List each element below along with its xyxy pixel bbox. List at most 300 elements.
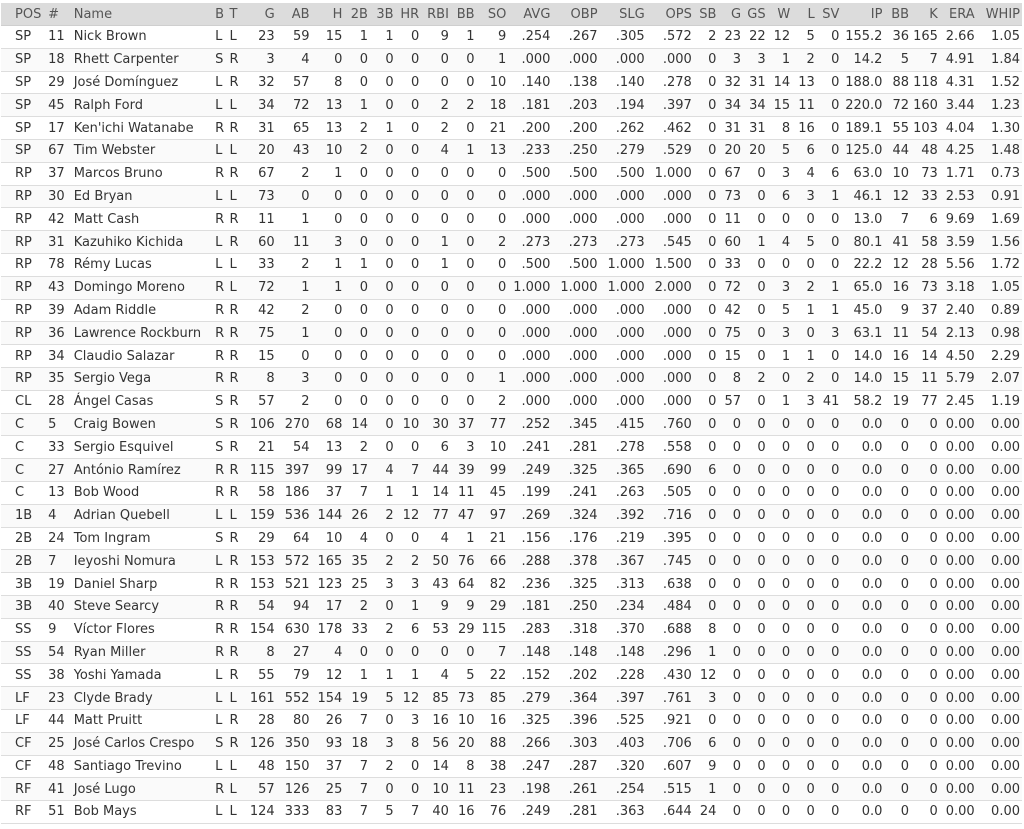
column-header[interactable]: 2B bbox=[344, 3, 370, 26]
stat-cell: RP bbox=[1, 345, 46, 368]
stat-cell: 0 bbox=[370, 367, 396, 390]
column-header[interactable]: OBP bbox=[552, 3, 599, 26]
player-name-cell[interactable]: Ryan Miller bbox=[72, 641, 213, 664]
stat-cell: 29 bbox=[477, 595, 509, 618]
column-header[interactable]: BB bbox=[451, 3, 477, 26]
stat-cell: 43 bbox=[421, 573, 451, 596]
stat-cell: 0 bbox=[743, 459, 768, 482]
stat-cell: .250 bbox=[552, 595, 599, 618]
stat-cell: 0.98 bbox=[977, 322, 1022, 345]
stat-cell: 60 bbox=[718, 231, 743, 254]
stat-cell: 0.00 bbox=[977, 573, 1022, 596]
stat-cell: 0 bbox=[718, 527, 743, 550]
table-row[interactable] bbox=[1, 367, 1022, 390]
stat-cell: 13 bbox=[312, 117, 345, 140]
column-header[interactable]: 3B bbox=[370, 3, 396, 26]
column-header[interactable]: OPS bbox=[647, 3, 694, 26]
table-row[interactable] bbox=[1, 345, 1022, 368]
stat-cell: .000 bbox=[600, 345, 647, 368]
stat-cell: 5 bbox=[370, 801, 396, 824]
stat-cell: 7 bbox=[344, 709, 370, 732]
table-row[interactable] bbox=[1, 185, 1022, 208]
stat-cell: 0 bbox=[370, 162, 396, 185]
stat-cell: 20 bbox=[451, 732, 477, 755]
stat-cell: 0.00 bbox=[977, 618, 1022, 641]
player-name-cell[interactable]: Kazuhiko Kichida bbox=[72, 231, 213, 254]
table-row[interactable] bbox=[1, 208, 1022, 231]
stat-cell: 0 bbox=[396, 436, 422, 459]
stat-cell: 1.05 bbox=[977, 276, 1022, 299]
player-name-cell[interactable]: Lawrence Rockburn bbox=[72, 322, 213, 345]
player-name-cell[interactable]: António Ramírez bbox=[72, 459, 213, 482]
table-row[interactable] bbox=[1, 641, 1022, 664]
stat-cell: 0 bbox=[817, 253, 842, 276]
stat-cell: 0 bbox=[792, 459, 817, 482]
column-header[interactable]: SB bbox=[694, 3, 719, 26]
stat-cell: L bbox=[213, 687, 227, 710]
stat-cell: .572 bbox=[647, 26, 694, 49]
column-header[interactable]: BB bbox=[884, 3, 911, 26]
stat-cell: 3 bbox=[743, 48, 768, 71]
stat-cell: .281 bbox=[552, 801, 599, 824]
stat-cell: 36 bbox=[46, 322, 72, 345]
stat-cell: .000 bbox=[552, 322, 599, 345]
stat-cell: 0 bbox=[792, 527, 817, 550]
player-name-cell[interactable]: Ed Bryan bbox=[72, 185, 213, 208]
stat-cell: 13 bbox=[477, 139, 509, 162]
column-header[interactable]: T bbox=[228, 3, 242, 26]
column-header[interactable]: AB bbox=[277, 3, 312, 26]
stat-cell: 76 bbox=[477, 801, 509, 824]
stat-cell: 2 bbox=[277, 299, 312, 322]
stat-cell: 39 bbox=[46, 299, 72, 322]
stat-cell: 19 bbox=[46, 573, 72, 596]
stat-cell: 0 bbox=[694, 709, 719, 732]
column-header[interactable]: L bbox=[792, 3, 817, 26]
column-header[interactable]: RBI bbox=[421, 3, 451, 26]
stat-cell: 0 bbox=[694, 481, 719, 504]
stat-cell: 1 bbox=[312, 253, 345, 276]
stat-cell: 1.000 bbox=[600, 253, 647, 276]
stat-cell: 0 bbox=[694, 550, 719, 573]
stat-cell: 0.00 bbox=[940, 618, 977, 641]
stat-cell: 85 bbox=[421, 687, 451, 710]
player-name-cell[interactable]: Yoshi Yamada bbox=[72, 664, 213, 687]
stat-cell: 31 bbox=[718, 117, 743, 140]
stat-cell: 0 bbox=[884, 481, 911, 504]
stat-cell: C bbox=[1, 436, 46, 459]
stat-cell: 0 bbox=[421, 367, 451, 390]
stat-cell: 1 bbox=[277, 208, 312, 231]
stat-cell: R bbox=[228, 641, 242, 664]
stat-cell: 0 bbox=[768, 732, 793, 755]
stat-cell: 16 bbox=[451, 801, 477, 824]
stat-cell: 33 bbox=[242, 253, 277, 276]
stat-cell: 31 bbox=[743, 71, 768, 94]
table-row[interactable] bbox=[1, 139, 1022, 162]
stat-cell: .370 bbox=[600, 618, 647, 641]
stat-cell: 0 bbox=[743, 162, 768, 185]
stat-cell: 4 bbox=[768, 231, 793, 254]
stat-cell: 0 bbox=[312, 185, 345, 208]
table-row[interactable] bbox=[1, 664, 1022, 687]
table-row[interactable] bbox=[1, 413, 1022, 436]
stat-cell: 0.0 bbox=[841, 641, 884, 664]
player-name-cell[interactable]: Bob Wood bbox=[72, 481, 213, 504]
stat-cell: 3 bbox=[768, 276, 793, 299]
stat-cell: 12 bbox=[694, 664, 719, 687]
stat-cell: 47 bbox=[451, 504, 477, 527]
stat-cell: 0 bbox=[911, 732, 940, 755]
stat-cell: 2 bbox=[477, 390, 509, 413]
table-header-row bbox=[1, 3, 1022, 26]
table-row[interactable] bbox=[1, 162, 1022, 185]
table-row[interactable] bbox=[1, 322, 1022, 345]
stat-cell: 0.0 bbox=[841, 778, 884, 801]
player-name-cell[interactable]: Ángel Casas bbox=[72, 390, 213, 413]
stat-cell: .525 bbox=[600, 709, 647, 732]
stat-cell: 0 bbox=[817, 664, 842, 687]
table-row[interactable] bbox=[1, 436, 1022, 459]
stat-cell: .000 bbox=[508, 367, 552, 390]
stat-cell: 2 bbox=[370, 618, 396, 641]
stat-cell: 30 bbox=[46, 185, 72, 208]
player-name-cell[interactable]: Steve Searcy bbox=[72, 595, 213, 618]
stat-cell: 1.23 bbox=[977, 94, 1022, 117]
stat-cell: 5.56 bbox=[940, 253, 977, 276]
stat-cell: 0 bbox=[911, 527, 940, 550]
stat-cell: 0 bbox=[768, 527, 793, 550]
stat-cell: 0.00 bbox=[977, 595, 1022, 618]
stat-cell: 0 bbox=[718, 641, 743, 664]
stat-cell: 73 bbox=[911, 276, 940, 299]
player-name-cell[interactable]: José Carlos Crespo bbox=[72, 732, 213, 755]
stat-cell: 0 bbox=[911, 755, 940, 778]
stat-cell: 45 bbox=[46, 94, 72, 117]
stat-cell: .263 bbox=[600, 481, 647, 504]
stat-cell: RP bbox=[1, 322, 46, 345]
stat-cell: 0 bbox=[792, 322, 817, 345]
stat-cell: .397 bbox=[600, 687, 647, 710]
stat-cell: 1 bbox=[451, 26, 477, 49]
player-name-cell[interactable]: Adam Riddle bbox=[72, 299, 213, 322]
player-name-cell[interactable]: Rémy Lucas bbox=[72, 253, 213, 276]
stat-cell: .325 bbox=[508, 709, 552, 732]
column-header[interactable]: GS bbox=[743, 3, 768, 26]
stat-cell: 0.00 bbox=[977, 778, 1022, 801]
stat-cell: .279 bbox=[508, 687, 552, 710]
table-row[interactable] bbox=[1, 26, 1022, 49]
stat-cell: 0 bbox=[694, 390, 719, 413]
stat-cell: 12 bbox=[396, 687, 422, 710]
stat-cell: R bbox=[213, 345, 227, 368]
stat-cell: L bbox=[228, 139, 242, 162]
player-name-cell[interactable]: Tom Ingram bbox=[72, 527, 213, 550]
stat-cell: 0 bbox=[817, 117, 842, 140]
stat-cell: 3 bbox=[396, 709, 422, 732]
column-header[interactable]: HR bbox=[396, 3, 422, 26]
table-row[interactable] bbox=[1, 550, 1022, 573]
table-row[interactable] bbox=[1, 117, 1022, 140]
stat-cell: R bbox=[213, 641, 227, 664]
stat-cell: 0 bbox=[743, 276, 768, 299]
stat-cell: 0 bbox=[743, 687, 768, 710]
stat-cell: .745 bbox=[647, 550, 694, 573]
table-row[interactable] bbox=[1, 390, 1022, 413]
stat-cell: L bbox=[213, 253, 227, 276]
stat-cell: 0 bbox=[768, 367, 793, 390]
stat-cell: 0 bbox=[817, 413, 842, 436]
stat-cell: 58 bbox=[911, 231, 940, 254]
stat-cell: 77 bbox=[911, 390, 940, 413]
stat-cell: 2 bbox=[370, 504, 396, 527]
stat-cell: 2.45 bbox=[940, 390, 977, 413]
stat-cell: 3B bbox=[1, 595, 46, 618]
stat-cell: 4.25 bbox=[940, 139, 977, 162]
column-header[interactable]: B bbox=[213, 3, 227, 26]
stat-cell: .318 bbox=[552, 618, 599, 641]
player-name-cell[interactable]: José Lugo bbox=[72, 778, 213, 801]
stat-cell: 0 bbox=[792, 732, 817, 755]
stat-cell: .716 bbox=[647, 504, 694, 527]
player-name-cell[interactable]: José Domínguez bbox=[72, 71, 213, 94]
stat-cell: 0 bbox=[792, 208, 817, 231]
stat-cell: 2 bbox=[743, 367, 768, 390]
stat-cell: 0 bbox=[743, 550, 768, 573]
stat-cell: R bbox=[213, 299, 227, 322]
stat-cell: 0.00 bbox=[977, 641, 1022, 664]
table-row[interactable] bbox=[1, 299, 1022, 322]
stat-cell: 0 bbox=[344, 208, 370, 231]
stat-cell: 0 bbox=[718, 481, 743, 504]
column-header[interactable]: H bbox=[312, 3, 345, 26]
stat-cell: 64 bbox=[451, 573, 477, 596]
stat-cell: 0 bbox=[694, 527, 719, 550]
stat-cell: 76 bbox=[451, 550, 477, 573]
stat-cell: 80 bbox=[277, 709, 312, 732]
stat-cell: 1 bbox=[370, 481, 396, 504]
stat-cell: 21 bbox=[477, 117, 509, 140]
stat-cell: 0 bbox=[370, 436, 396, 459]
stat-cell: R bbox=[213, 778, 227, 801]
player-name-cell[interactable]: Domingo Moreno bbox=[72, 276, 213, 299]
stat-cell: 44 bbox=[884, 139, 911, 162]
player-name-cell[interactable]: Sergio Esquivel bbox=[72, 436, 213, 459]
table-row[interactable] bbox=[1, 48, 1022, 71]
stat-cell: 0 bbox=[370, 208, 396, 231]
table-row[interactable] bbox=[1, 755, 1022, 778]
stat-cell: 0 bbox=[911, 778, 940, 801]
stat-cell: 0 bbox=[884, 504, 911, 527]
player-name-cell[interactable]: Daniel Sharp bbox=[72, 573, 213, 596]
stat-cell: 5 bbox=[768, 299, 793, 322]
column-header[interactable]: Name bbox=[72, 3, 213, 26]
table-row[interactable] bbox=[1, 276, 1022, 299]
column-header[interactable]: IP bbox=[841, 3, 884, 26]
table-row[interactable] bbox=[1, 618, 1022, 641]
player-name-cell[interactable]: Clyde Brady bbox=[72, 687, 213, 710]
stat-cell: 13 bbox=[312, 94, 345, 117]
stat-cell: .148 bbox=[600, 641, 647, 664]
table-row[interactable] bbox=[1, 732, 1022, 755]
stat-cell: 36 bbox=[884, 26, 911, 49]
stat-cell: 99 bbox=[477, 459, 509, 482]
stat-cell: 0 bbox=[884, 709, 911, 732]
stat-cell: 68 bbox=[312, 413, 345, 436]
player-name-cell[interactable]: Claudio Salazar bbox=[72, 345, 213, 368]
stat-cell: 0 bbox=[792, 253, 817, 276]
stat-cell: 178 bbox=[312, 618, 345, 641]
table-row[interactable] bbox=[1, 231, 1022, 254]
player-name-cell[interactable]: Sergio Vega bbox=[72, 367, 213, 390]
player-name-cell[interactable]: Ieyoshi Nomura bbox=[72, 550, 213, 573]
stat-cell: 0 bbox=[792, 436, 817, 459]
player-name-cell[interactable]: Matt Cash bbox=[72, 208, 213, 231]
player-name-cell[interactable]: Ken'ichi Watanabe bbox=[72, 117, 213, 140]
stat-cell: 77 bbox=[477, 413, 509, 436]
stat-cell: 12 bbox=[884, 185, 911, 208]
stat-cell: 7 bbox=[884, 208, 911, 231]
stat-cell: .000 bbox=[600, 390, 647, 413]
column-header[interactable]: K bbox=[911, 3, 940, 26]
column-header[interactable]: POS bbox=[1, 3, 46, 26]
stat-cell: .500 bbox=[600, 162, 647, 185]
stat-cell: 13.0 bbox=[841, 208, 884, 231]
stat-cell: 12 bbox=[312, 664, 345, 687]
stat-cell: 103 bbox=[911, 117, 940, 140]
stat-cell: 2.53 bbox=[940, 185, 977, 208]
stat-cell: 0 bbox=[718, 504, 743, 527]
stat-cell: 144 bbox=[312, 504, 345, 527]
stat-cell: .000 bbox=[508, 299, 552, 322]
stat-cell: R bbox=[213, 367, 227, 390]
stat-cell: 0.00 bbox=[940, 573, 977, 596]
stat-cell: 0 bbox=[817, 687, 842, 710]
column-header[interactable]: W bbox=[768, 3, 793, 26]
column-header[interactable]: SLG bbox=[600, 3, 647, 26]
stat-cell: 0 bbox=[694, 139, 719, 162]
stat-cell: 0 bbox=[477, 162, 509, 185]
table-row[interactable] bbox=[1, 504, 1022, 527]
stat-cell: 0 bbox=[768, 208, 793, 231]
stat-cell: 9.69 bbox=[940, 208, 977, 231]
column-header[interactable]: AVG bbox=[508, 3, 552, 26]
stat-cell: 3B bbox=[1, 573, 46, 596]
stat-cell: 150 bbox=[277, 755, 312, 778]
stat-cell: 97 bbox=[477, 504, 509, 527]
stat-cell: 0.00 bbox=[940, 801, 977, 824]
stat-cell: RP bbox=[1, 276, 46, 299]
stat-cell: 9 bbox=[477, 26, 509, 49]
stat-cell: 333 bbox=[277, 801, 312, 824]
table-row[interactable] bbox=[1, 481, 1022, 504]
stat-cell: 0 bbox=[718, 664, 743, 687]
player-name-cell[interactable]: Ralph Ford bbox=[72, 94, 213, 117]
stat-cell: R bbox=[228, 664, 242, 687]
stat-cell: 0 bbox=[396, 390, 422, 413]
stat-cell: .198 bbox=[508, 778, 552, 801]
stat-cell: 5 bbox=[46, 413, 72, 436]
stat-cell: SP bbox=[1, 71, 46, 94]
stat-cell: 159 bbox=[242, 504, 277, 527]
column-header[interactable]: G bbox=[718, 3, 743, 26]
stat-cell: 0 bbox=[694, 253, 719, 276]
stat-cell: 3.44 bbox=[940, 94, 977, 117]
stat-cell: 9 bbox=[451, 595, 477, 618]
stat-cell: 41 bbox=[884, 231, 911, 254]
stat-cell: R bbox=[213, 276, 227, 299]
player-name-cell[interactable]: Víctor Flores bbox=[72, 618, 213, 641]
table-row[interactable] bbox=[1, 94, 1022, 117]
stat-cell: 2.07 bbox=[977, 367, 1022, 390]
stat-cell: 0 bbox=[396, 26, 422, 49]
stat-cell: 10 bbox=[421, 778, 451, 801]
stat-cell: 0 bbox=[694, 48, 719, 71]
stat-cell: .241 bbox=[508, 436, 552, 459]
player-name-cell[interactable]: Bob Mays bbox=[72, 801, 213, 824]
column-header[interactable]: G bbox=[242, 3, 277, 26]
table-row[interactable] bbox=[1, 778, 1022, 801]
table-row[interactable] bbox=[1, 573, 1022, 596]
stat-cell: L bbox=[228, 504, 242, 527]
stat-cell: 0 bbox=[421, 299, 451, 322]
stat-cell: 1 bbox=[817, 185, 842, 208]
stat-cell: 0.00 bbox=[940, 413, 977, 436]
stat-cell: .000 bbox=[600, 208, 647, 231]
stat-cell: .688 bbox=[647, 618, 694, 641]
table-row[interactable] bbox=[1, 459, 1022, 482]
player-name-cell[interactable]: Craig Bowen bbox=[72, 413, 213, 436]
table-row[interactable] bbox=[1, 801, 1022, 824]
player-name-cell[interactable]: Santiago Trevino bbox=[72, 755, 213, 778]
stat-cell: .296 bbox=[647, 641, 694, 664]
column-header[interactable]: SV bbox=[817, 3, 842, 26]
player-name-cell[interactable]: Matt Pruitt bbox=[72, 709, 213, 732]
stat-cell: .000 bbox=[508, 208, 552, 231]
stat-cell: 0 bbox=[743, 390, 768, 413]
player-name-cell[interactable]: Marcos Bruno bbox=[72, 162, 213, 185]
stat-cell: L bbox=[228, 755, 242, 778]
table-row[interactable] bbox=[1, 595, 1022, 618]
stat-cell: .252 bbox=[508, 413, 552, 436]
stat-cell: .266 bbox=[508, 732, 552, 755]
table-row[interactable] bbox=[1, 709, 1022, 732]
player-name-cell[interactable]: Rhett Carpenter bbox=[72, 48, 213, 71]
player-name-cell[interactable]: Adrian Quebell bbox=[72, 504, 213, 527]
stat-cell: L bbox=[213, 755, 227, 778]
stat-cell: 0 bbox=[451, 231, 477, 254]
stat-cell: 0 bbox=[743, 481, 768, 504]
stat-cell: 35 bbox=[46, 367, 72, 390]
stat-cell: 2 bbox=[396, 550, 422, 573]
player-name-cell[interactable]: Nick Brown bbox=[72, 26, 213, 49]
player-name-cell[interactable]: Tim Webster bbox=[72, 139, 213, 162]
column-header[interactable]: # bbox=[46, 3, 72, 26]
stat-cell: 54 bbox=[911, 322, 940, 345]
column-header[interactable]: ERA bbox=[940, 3, 977, 26]
stat-cell: 35 bbox=[344, 550, 370, 573]
stat-cell: .273 bbox=[552, 231, 599, 254]
table-row[interactable] bbox=[1, 527, 1022, 550]
table-row[interactable] bbox=[1, 71, 1022, 94]
stat-cell: 57 bbox=[718, 390, 743, 413]
column-header[interactable]: SO bbox=[477, 3, 509, 26]
table-row[interactable] bbox=[1, 687, 1022, 710]
column-header[interactable]: WHIP bbox=[977, 3, 1022, 26]
stat-cell: 0 bbox=[817, 527, 842, 550]
stat-cell: 0.00 bbox=[940, 709, 977, 732]
table-row[interactable] bbox=[1, 253, 1022, 276]
